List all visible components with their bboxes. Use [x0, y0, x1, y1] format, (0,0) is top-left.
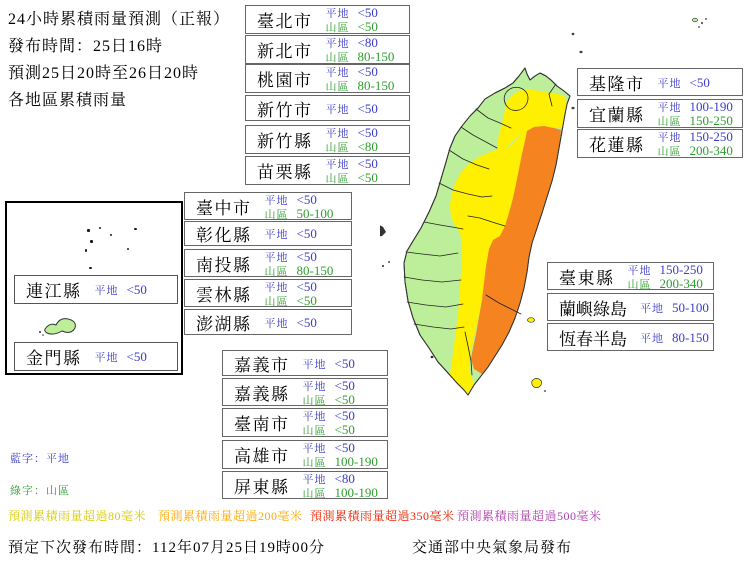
orchid-island [532, 378, 546, 392]
region-name: 金門縣 [26, 349, 82, 368]
plain-value: 150-250 [659, 261, 703, 277]
plain-value: <50 [296, 248, 317, 264]
north-islets [572, 33, 583, 53]
region-box-yilan [577, 99, 743, 128]
plain-label: 平地 [325, 159, 350, 171]
green-island [528, 318, 535, 323]
title-line-2: 發布時間：25日16時 [8, 38, 164, 55]
plain-label: 平地 [264, 281, 289, 294]
plain-label: 平地 [302, 473, 327, 486]
region-name: 嘉義縣 [234, 384, 290, 404]
mountain-value: <50 [334, 391, 355, 407]
penghu-islands [380, 224, 390, 277]
plain-value: <50 [334, 408, 355, 423]
plain-label: 平地 [264, 194, 289, 207]
plain-label: 平地 [302, 411, 327, 423]
region-box-chiayi-city [222, 350, 388, 376]
plain-label: 平地 [657, 132, 682, 144]
plain-value: <50 [334, 355, 355, 371]
mountain-label: 山區 [264, 295, 289, 308]
plain-label: 平地 [302, 358, 327, 371]
region-name: 臺南市 [234, 415, 290, 434]
region-name: 基隆市 [589, 74, 645, 94]
mountain-label: 山區 [264, 265, 289, 278]
region-box-hualien [577, 129, 743, 158]
plain-value: <50 [357, 100, 378, 116]
region-box-taitung [547, 262, 714, 290]
plain-label: 平地 [325, 67, 350, 79]
mountain-label: 山區 [627, 278, 652, 291]
region-box-changhua [184, 221, 352, 246]
plain-label: 平地 [627, 264, 652, 277]
region-box-kinmen [14, 342, 178, 371]
mountain-value: 50-100 [296, 205, 334, 221]
mountain-value: 100-190 [334, 484, 378, 500]
region-box-taoyuan [245, 64, 410, 93]
mountain-label: 山區 [325, 173, 350, 185]
region-name: 臺中市 [196, 198, 252, 218]
region-name: 連江縣 [26, 282, 82, 301]
plain-value: <50 [357, 5, 378, 20]
title-line-4: 各地區累積雨量 [8, 92, 128, 109]
region-box-taipei-city [245, 5, 410, 34]
liuqiu-island [431, 356, 434, 358]
region-box-keelung [577, 68, 743, 96]
plain-label: 平地 [94, 285, 119, 297]
plain-label: 平地 [264, 251, 289, 264]
mountain-value: 150-250 [689, 113, 733, 128]
region-name: 南投縣 [196, 255, 252, 275]
mountain-value: 200-340 [689, 143, 733, 158]
mountain-label: 山區 [325, 142, 350, 154]
blue-text-note: 藍字：平地 [10, 453, 70, 465]
mountain-value: 200-340 [659, 275, 703, 291]
region-name: 澎湖縣 [196, 314, 252, 334]
plain-label: 平地 [657, 102, 682, 114]
mountain-label: 山區 [325, 81, 350, 93]
kinmen-island [37, 313, 87, 341]
region-box-kaohsiung [222, 440, 388, 469]
region-name: 臺東縣 [559, 268, 615, 288]
region-name: 恆春半島 [559, 329, 627, 349]
plain-value: <50 [334, 440, 355, 455]
mountain-value: <50 [334, 422, 355, 437]
plain-value: <50 [689, 74, 710, 90]
region-name: 高雄市 [234, 447, 290, 466]
plain-value: <50 [296, 226, 317, 241]
region-box-tainan [222, 408, 388, 437]
rain-threshold-80: 預測累積雨量超過80毫米 [8, 509, 147, 523]
region-name: 花蓮縣 [589, 136, 645, 155]
mountain-value: <50 [296, 292, 317, 308]
mountain-label: 山區 [325, 52, 350, 64]
region-name: 臺北市 [257, 12, 313, 31]
green-text-note: 綠字：山區 [10, 485, 70, 497]
mountain-label: 山區 [302, 487, 327, 500]
mountain-value: 80-150 [296, 262, 334, 278]
plain-value: <50 [357, 64, 378, 79]
plain-value: 50-100 [672, 299, 709, 315]
mountain-value: 80-150 [357, 78, 395, 93]
mountain-label: 山區 [302, 394, 327, 407]
region-name: 彰化縣 [196, 226, 252, 245]
plain-label: 平地 [640, 332, 664, 345]
mountain-label: 山區 [657, 116, 682, 128]
rain-threshold-350: 預測累積雨量超過350毫米 [310, 509, 455, 523]
region-box-lienchiang [14, 275, 178, 304]
region-name: 桃園市 [257, 71, 313, 90]
title-line-1: 24小時累積雨量預測（正報） [8, 11, 231, 28]
mountain-value: <80 [357, 139, 378, 154]
region-name: 新竹縣 [257, 132, 313, 151]
issuer: 交通部中央氣象局發布 [412, 540, 573, 556]
plain-label: 平地 [325, 38, 350, 50]
region-name: 屏東縣 [234, 477, 290, 497]
rain-threshold-200: 預測累積雨量超過200毫米 [158, 509, 303, 523]
plain-value: <50 [126, 349, 147, 364]
offshore-islands-panel [5, 201, 183, 375]
plain-value: <50 [296, 191, 317, 207]
region-box-penghu [184, 309, 352, 335]
plain-label: 平地 [94, 352, 119, 364]
plain-label: 平地 [264, 229, 289, 241]
region-box-new-taipei [245, 35, 410, 64]
region-name: 新竹市 [257, 100, 313, 120]
mountain-label: 山區 [302, 425, 327, 437]
region-box-yunlin [184, 279, 352, 307]
region-box-lanyu-ludao [547, 293, 714, 321]
region-name: 苗栗縣 [257, 163, 313, 182]
plain-label: 平地 [264, 317, 289, 330]
region-name: 蘭嶼綠島 [559, 299, 627, 319]
mountain-value: <50 [357, 170, 378, 185]
region-box-hsinchu-city [245, 95, 410, 121]
plain-value: 150-250 [689, 129, 733, 144]
region-box-hengchun [547, 323, 714, 351]
mountain-value: 80-150 [357, 49, 395, 64]
region-box-pingtung [222, 471, 388, 499]
region-name: 宜蘭縣 [589, 106, 645, 125]
region-box-chiayi-county [222, 378, 388, 406]
plain-label: 平地 [325, 128, 350, 140]
mountain-label: 山區 [264, 208, 289, 221]
plain-value: <50 [296, 314, 317, 330]
mountain-label: 山區 [302, 457, 327, 469]
plain-value: <80 [357, 35, 378, 50]
region-box-hsinchu-county [245, 125, 410, 154]
region-box-miaoli [245, 156, 410, 185]
plain-value: <50 [357, 156, 378, 171]
title-block [8, 6, 230, 114]
plain-label: 平地 [302, 380, 327, 393]
plain-label: 平地 [325, 8, 350, 20]
plain-value: <50 [357, 125, 378, 140]
next-release-time: 預定下次發布時間：112年07月25日19時00分 [8, 540, 325, 556]
plain-label: 平地 [325, 103, 350, 116]
region-name: 新北市 [257, 42, 313, 61]
region-name: 嘉義市 [234, 355, 290, 375]
plain-label: 平地 [657, 77, 682, 90]
plain-value: 80-150 [672, 329, 709, 345]
region-box-nantou [184, 249, 352, 277]
rain-threshold-500: 預測累積雨量超過500毫米 [457, 509, 602, 523]
title-line-3: 預測25日20時至26日20時 [8, 65, 200, 82]
plain-value: 100-190 [689, 99, 733, 114]
northeast-islets [692, 18, 707, 28]
region-box-taichung [184, 192, 352, 220]
mountain-label: 山區 [657, 146, 682, 158]
plain-value: <50 [334, 377, 355, 393]
plain-value: <80 [334, 470, 355, 486]
mountain-label: 山區 [325, 22, 350, 34]
mountain-value: <50 [357, 19, 378, 34]
region-name: 雲林縣 [196, 285, 252, 305]
plain-label: 平地 [302, 443, 327, 455]
plain-label: 平地 [640, 302, 664, 315]
mountain-value: 100-190 [334, 454, 378, 469]
plain-value: <50 [296, 278, 317, 294]
plain-value: <50 [126, 282, 147, 297]
